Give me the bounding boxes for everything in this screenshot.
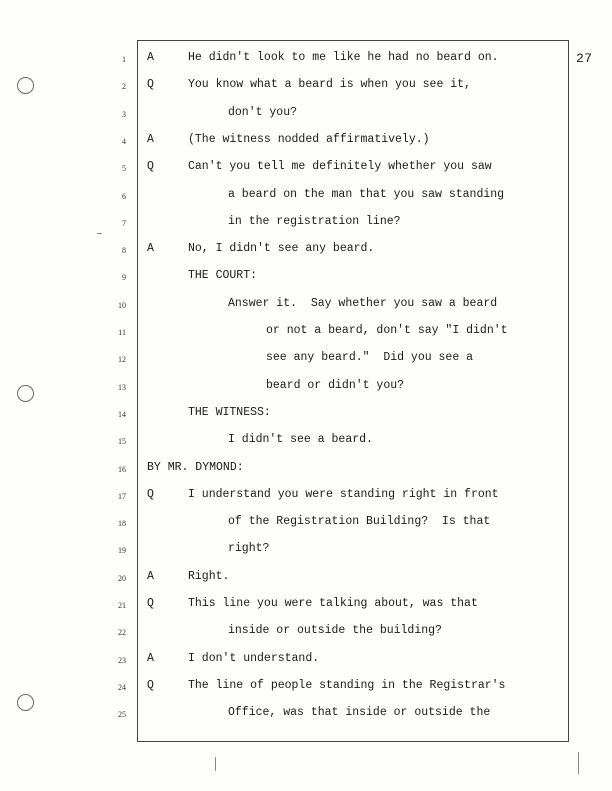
line-number: 15 (118, 437, 126, 447)
scan-mark (578, 752, 579, 774)
transcript-line (0, 158, 612, 178)
line-text: He didn't look to me like he had no beard on. (188, 51, 499, 64)
line-text: This line you were talking about, was that (188, 597, 478, 610)
speaker-label: A (147, 51, 154, 64)
line-number: 12 (118, 355, 126, 365)
line-text: a beard on the man that you saw standing (228, 187, 505, 201)
line-number: 9 (122, 273, 126, 283)
line-number: 5 (122, 164, 126, 174)
speaker-label: Q (147, 597, 154, 610)
line-number: 24 (118, 682, 126, 692)
transcript-line (0, 267, 612, 287)
transcript-line (0, 486, 612, 506)
transcript-line (0, 322, 612, 342)
speaker-label: Q (147, 160, 154, 174)
line-text: I don't understand. (188, 651, 320, 665)
page-number: 27 (576, 51, 593, 66)
scan-mark (215, 757, 216, 771)
line-number: 14 (118, 409, 126, 419)
transcript-line (0, 513, 612, 533)
line-text: I didn't see a beard. (228, 433, 373, 447)
line-text: inside or outside the building? (228, 624, 442, 638)
line-text: in the registration line? (228, 214, 401, 228)
line-text: The line of people standing in the Registrar's (188, 678, 506, 692)
line-number: 21 (118, 601, 126, 610)
line-text: Answer it. Say whether you saw a beard (228, 296, 498, 310)
line-text: right? (228, 542, 270, 556)
transcript-line (0, 49, 612, 69)
transcript-line (0, 213, 612, 233)
transcript-line (0, 186, 612, 206)
line-number: 2 (122, 82, 126, 92)
bottom-rule (137, 741, 569, 742)
line-number: 1 (122, 55, 126, 64)
line-text: Right. (188, 569, 230, 583)
line-text: No, I didn't see any beard. (188, 242, 375, 256)
line-number: 23 (118, 655, 126, 665)
transcript-line (0, 76, 612, 96)
transcript-line (0, 540, 612, 560)
line-text: (The witness nodded affirmatively.) (188, 132, 430, 146)
transcript-line (0, 349, 612, 369)
line-number: 17 (118, 491, 126, 501)
line-text: THE WITNESS: (188, 405, 271, 419)
transcript-line (0, 295, 612, 315)
line-number: 10 (118, 300, 126, 310)
speaker-label: A (147, 651, 154, 665)
line-number: 18 (118, 519, 126, 529)
transcript-line (0, 104, 612, 124)
transcript-line (0, 622, 612, 642)
line-number: 11 (118, 328, 126, 337)
line-text: Office, was that inside or outside the (228, 706, 491, 720)
transcript-line (0, 431, 612, 451)
line-text: see any beard." Did you see a (266, 351, 474, 365)
line-number: 4 (122, 136, 126, 146)
line-number: 25 (118, 710, 126, 720)
transcript-line (0, 677, 612, 697)
line-number: 20 (118, 573, 126, 583)
speaker-label: A (147, 242, 154, 256)
transcript-line (0, 595, 612, 615)
line-number: 3 (122, 109, 126, 119)
line-number: 16 (118, 464, 126, 474)
speaker-label: A (147, 132, 154, 146)
line-text: Can't you tell me definitely whether you saw (188, 160, 492, 174)
transcript-line (0, 650, 612, 670)
top-rule (137, 40, 569, 41)
line-number: 19 (118, 546, 126, 556)
line-text: BY MR. DYMOND: (147, 460, 244, 474)
speaker-label: Q (147, 78, 154, 92)
transcript-line (0, 404, 612, 424)
line-text: I understand you were standing right in front (188, 487, 499, 501)
transcript-line (0, 377, 612, 397)
line-number: 6 (122, 191, 126, 201)
speaker-label: A (147, 569, 154, 583)
line-text: You know what a beard is when you see it, (188, 78, 471, 92)
line-text: THE COURT: (188, 269, 258, 283)
line-number: 22 (118, 628, 126, 638)
transcript-line (0, 240, 612, 260)
line-text: of the Registration Building? Is that (228, 515, 491, 529)
line-number: 13 (118, 382, 126, 392)
line-number: 8 (122, 246, 126, 256)
speaker-label: Q (147, 678, 154, 692)
line-text: don't you? (228, 105, 298, 119)
speaker-label: Q (147, 487, 154, 501)
scan-mark (97, 233, 102, 234)
transcript-line (0, 459, 612, 479)
transcript-line (0, 704, 612, 724)
line-text: or not a beard, don't say "I didn't (266, 324, 508, 337)
transcript-line (0, 131, 612, 151)
line-number: 7 (122, 218, 126, 228)
transcript-line (0, 568, 612, 588)
line-text: beard or didn't you? (266, 378, 405, 392)
